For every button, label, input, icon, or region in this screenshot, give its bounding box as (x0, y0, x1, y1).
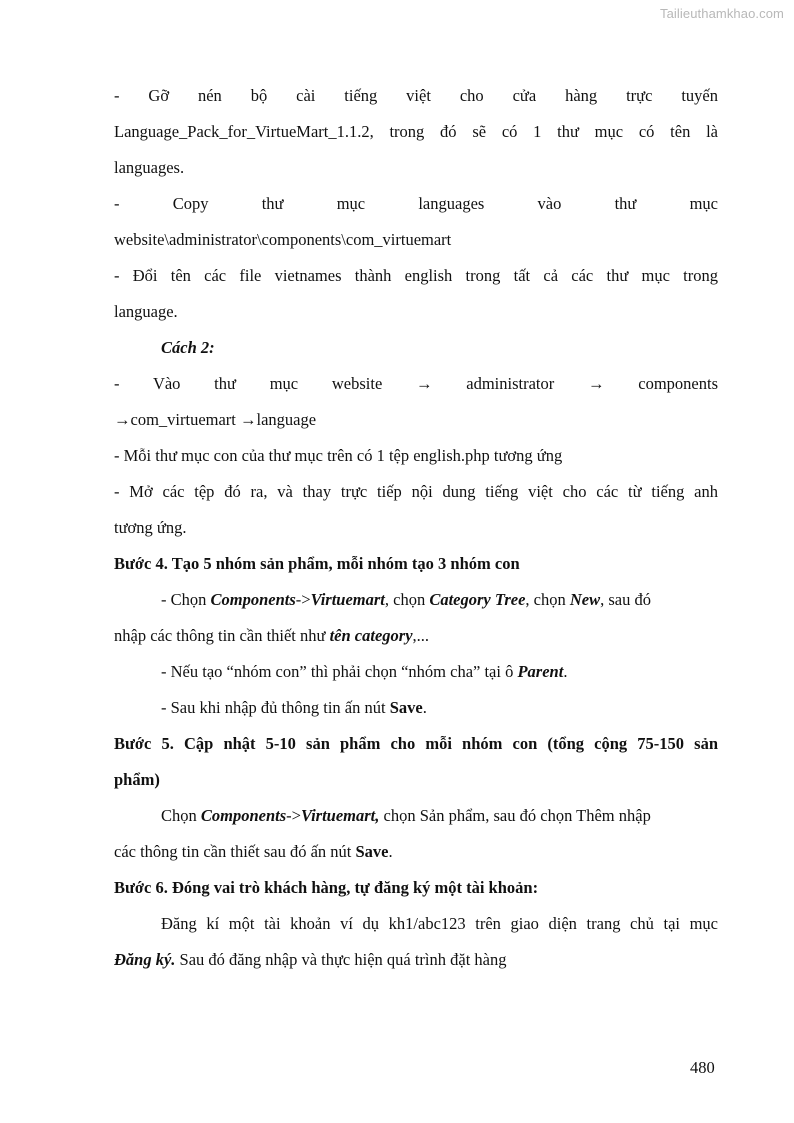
subheading-cach-2: Cách 2: (161, 338, 215, 357)
emphasis: Virtuemart (310, 590, 385, 609)
emphasis: Category Tree (429, 590, 526, 609)
text-segment: nhập các thông tin cần thiết như (114, 626, 330, 645)
paragraph-line (114, 366, 718, 402)
paragraph-line (114, 798, 718, 834)
paragraph-line (114, 582, 718, 618)
text-segment: các thông tin cần thiết sau đó ấn nút (114, 842, 356, 861)
paragraph-line: - Mở các tệp đó ra, và thay trực tiếp nội dung tiếng việt cho các từ tiếng anh (114, 482, 718, 501)
arrow-right-icon: → (588, 374, 605, 393)
emphasis: Parent (517, 662, 564, 681)
paragraph-line (114, 402, 718, 438)
paragraph-line: language. (114, 302, 178, 321)
text-segment: components (638, 374, 718, 393)
text-segment: Sau đó đăng nhập và thực hiện quá trình đặt hàng (175, 950, 507, 969)
paragraph-line: Language_Pack_for_VirtueMart_1.1.2, trong đó sẽ có 1 thư mục có tên là (114, 122, 718, 141)
text-segment: , chọn (384, 590, 430, 609)
paragraph-line: tương ứng. (114, 518, 187, 537)
arrow-right-icon: → (240, 410, 257, 429)
text-segment: - Nếu tạo “nhóm con” thì phải chọn “nhóm cha” tại ô (161, 662, 518, 681)
text-segment: , chọn (525, 590, 570, 609)
text-segment: . (388, 842, 393, 861)
paragraph-line: Đăng kí một tài khoản ví dụ kh1/abc123 trên giao diện trang chủ tại mục (161, 914, 718, 933)
paragraph-line: - Gỡ nén bộ cài tiếng việt cho cửa hàng trực tuyến (114, 86, 718, 105)
text-segment: -> (286, 806, 301, 825)
heading-step-5-cont: phẩm) (114, 770, 160, 789)
text-segment: -> (295, 590, 311, 609)
text-segment: - Vào thư mục website (114, 374, 383, 393)
paragraph-line (114, 654, 718, 690)
paragraph-line (114, 942, 718, 978)
document-body (114, 78, 718, 978)
heading-step-5: Bước 5. Cập nhật 5-10 sản phẩm cho mỗi nhóm con (tổng cộng 75-150 sản (114, 734, 718, 753)
emphasis: Virtuemart, (300, 806, 380, 825)
text-segment: . (563, 662, 568, 681)
paragraph-line: - Copy thư mục languages vào thư mục (114, 194, 718, 213)
text-segment: , sau đó (600, 590, 651, 609)
text-segment: - Sau khi nhập đủ thông tin ấn nút (161, 698, 390, 717)
arrow-right-icon: → (114, 410, 131, 429)
paragraph-line: languages. (114, 158, 185, 177)
paragraph-line (114, 834, 718, 870)
text-segment: administrator (466, 374, 555, 393)
heading-step-4: Bước 4. Tạo 5 nhóm sản phẩm, mỗi nhóm tạo 3 nhóm con (114, 554, 520, 573)
text-segment: com_virtuemart (130, 410, 236, 429)
emphasis: Components (200, 806, 287, 825)
text-segment: language (256, 410, 317, 429)
text-segment: chọn Sản phẩm, sau đó chọn Thêm nhập (379, 806, 651, 825)
emphasis: New (569, 590, 601, 609)
text-segment: Chọn (161, 806, 201, 825)
emphasis: tên category (329, 626, 413, 645)
watermark: Tailieuthamkhao.com (659, 6, 784, 21)
emphasis: Save (355, 842, 389, 861)
text-segment: - Chọn (161, 590, 211, 609)
paragraph-line: - Mỗi thư mục con của thư mục trên có 1 tệp english.php tương ứng (114, 446, 563, 465)
paragraph-line: website\administrator\components\com_virtuemart (114, 230, 452, 249)
paragraph-line (114, 690, 718, 726)
text-segment: ,... (412, 626, 430, 645)
emphasis: Save (389, 698, 423, 717)
page-number: 480 (690, 1058, 715, 1077)
text-segment: . (422, 698, 427, 717)
arrow-right-icon: → (416, 374, 433, 393)
paragraph-line (114, 618, 718, 654)
emphasis: Components (210, 590, 296, 609)
paragraph-line: - Đổi tên các file vietnames thành english trong tất cả các thư mục trong (114, 266, 718, 285)
heading-step-6: Bước 6. Đóng vai trò khách hàng, tự đăng ký một tài khoản: (114, 878, 539, 897)
emphasis: Đăng ký. (114, 950, 176, 969)
